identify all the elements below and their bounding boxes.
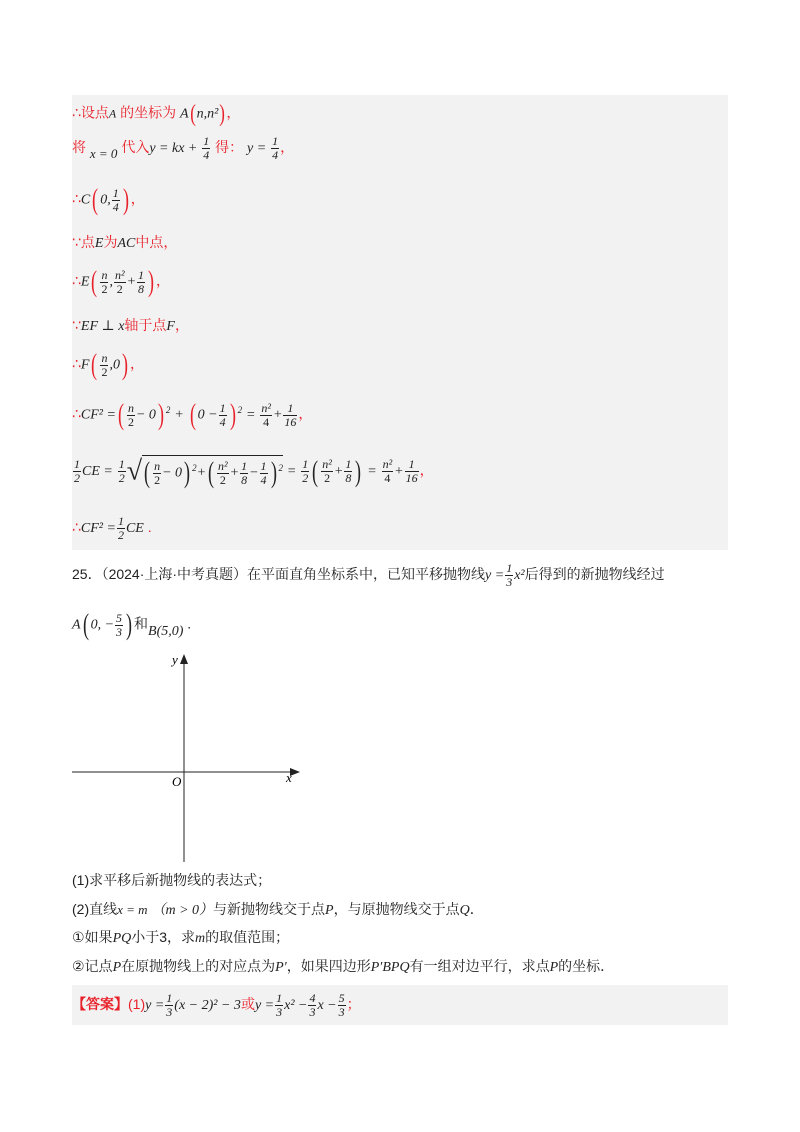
paren: ( [91, 265, 98, 298]
text: (2)直线 [72, 901, 118, 917]
solution-line-8: ∴CF² =( $\frac{n}{2}$ − 0) $^2$ + ( 0 − $\frac{1}{4}$ ) $^2$ = $\frac{\text{n²}}{4}$ + $\frac{1}{16}$ ， [72, 398, 313, 431]
fraction: $\frac{1}{8}$ [138, 267, 145, 296]
point-label: A [180, 106, 189, 122]
text: ， [226, 104, 241, 121]
text: ②记点 [72, 958, 113, 974]
point-label: P [325, 903, 334, 918]
text: 有一组对边平行，求点 [409, 958, 550, 974]
question-25-stem [72, 562, 665, 588]
text: ∴ [72, 272, 81, 289]
solution-line-2: 将 x = 0 代入y = kx + $\frac{1}{4}$ 得： y = $\frac{1}{4}$ ， [72, 134, 295, 162]
text: . [147, 518, 152, 535]
text: 轴于点 [124, 317, 167, 333]
fraction: $\frac{1}{3}$ [166, 991, 173, 1019]
text: ． [469, 901, 484, 917]
text: ， [174, 317, 189, 333]
fraction: $\frac{1}{16}$ [284, 400, 297, 429]
solution-line-6 [72, 318, 189, 334]
math: 0, − [90, 617, 115, 633]
fraction: $\frac{1}{4}$ [112, 185, 119, 214]
fraction: $\frac{5}{3}$ [338, 991, 345, 1019]
text: ； [346, 995, 361, 1012]
coordinate-axes [70, 650, 310, 865]
paren: ( [117, 398, 124, 431]
text: ∴ [72, 190, 81, 207]
segment-label: PQ [112, 931, 132, 946]
text: . [187, 615, 192, 632]
math: − 0 [135, 407, 156, 423]
math: B(5,0) [148, 623, 184, 639]
math: ,0 [109, 357, 120, 373]
text: 将 [72, 138, 86, 155]
paren: ( [91, 348, 98, 381]
solution-line-10 [72, 515, 152, 541]
text: 的取值范围； [205, 929, 290, 945]
point-label: P [112, 960, 122, 975]
point-label: A [72, 617, 81, 633]
math: x − [317, 997, 337, 1013]
text: (1) [128, 995, 146, 1012]
paren: ( [189, 101, 196, 127]
text: 和 [134, 615, 149, 632]
text: 的坐标． [558, 958, 615, 974]
math: y = kx + [149, 140, 198, 156]
text: ∵ [72, 317, 81, 333]
math: 0 − [197, 407, 218, 423]
math: x² − [284, 997, 308, 1013]
solution-line-7: ∴F( $\frac{n}{2}$ ,0) ， [72, 348, 144, 381]
text: 小于3，求 [131, 929, 196, 945]
subpart-1 [72, 930, 289, 946]
text: ，如果四边形 [286, 958, 371, 974]
point-label: Q [459, 903, 470, 918]
text: 或 [240, 995, 255, 1012]
fraction: $\frac{4}{3}$ [309, 991, 316, 1019]
fraction: $\frac{\text{n²}}{2}$ [114, 267, 125, 296]
paren: ( [92, 183, 99, 216]
math: CE [125, 520, 144, 536]
math: m [195, 931, 206, 946]
text: (1)求平移后新抛物线的表达式； [72, 872, 272, 888]
fraction: $\frac{n}{2}$ [127, 400, 134, 429]
math: y = [247, 140, 267, 156]
paren: ) [157, 398, 164, 431]
fraction: $\frac{1}{4}$ [219, 400, 226, 429]
text: 的坐标为 [120, 104, 177, 121]
question-25-points: A( 0, − $\frac{5}{3}$ ) 和B(5,0) . [72, 608, 192, 641]
x-axis-label: x [286, 770, 292, 785]
y-axis-label: y [172, 652, 178, 667]
fraction: $\frac{n}{2}$ [101, 267, 108, 296]
fraction: $\frac{\text{n²}}{4}$ [261, 400, 271, 429]
point-label: C [80, 192, 91, 208]
paren: ) [122, 183, 129, 216]
math: x² [514, 567, 525, 583]
math: y = [485, 567, 505, 583]
text: ∴ [72, 355, 81, 372]
paren: ) [121, 348, 128, 381]
math: （m > 0） [151, 903, 214, 918]
paren: ) [229, 398, 236, 431]
text: ①如果 [72, 929, 113, 945]
math: CF² = [80, 520, 116, 536]
answer-line [72, 992, 361, 1018]
point-label: E [94, 236, 104, 251]
text: 25．（2024·上海·中考真题）在平面直角坐标系中，已知平移抛物线 [72, 565, 486, 582]
point-label: A [108, 106, 117, 121]
math: CF² = [80, 407, 116, 423]
solution-line-3: ∴C( 0, $\frac{1}{4}$ ) ， [72, 183, 145, 216]
math: y = [145, 997, 165, 1013]
math: CE = [82, 464, 113, 480]
solution-line-1 [72, 102, 240, 126]
text: 得： [215, 138, 244, 155]
fraction: $\frac{1}{4}$ [203, 134, 210, 162]
solution-line-9: $\frac{1}{2}$ CE = $\frac{1}{2}$ √( $\frac{n}{2}$ − 0) $^2$+( $\frac{\text{n²}}{2}$ + $\frac{1}{8}$ − $\frac{1}{4}$ ) $^2$ = $\frac{1}{2}$ ( $\frac{\text{n²}}{2}$ + $\frac{1}{8}$ ) = $\frac{\text{n²}}{4}$ + $\frac{1}{16}$ ， [74, 454, 434, 489]
solution-line-5: ∴E( $\frac{n}{2}$ , $\frac{\text{n²}}{2}$ + $\frac{1}{8}$ ) ， [72, 265, 171, 298]
origin-label: O [172, 774, 182, 789]
text: ，与原抛物线交于点 [333, 901, 460, 917]
text: 与新抛物线交于点 [213, 901, 326, 917]
point-label: F [80, 357, 90, 373]
solution-line-4 [72, 235, 177, 251]
math: x = 0 [89, 145, 118, 161]
math: y = [254, 997, 275, 1013]
coord: n,n² [196, 106, 219, 122]
point-label: F [166, 319, 175, 334]
fraction: $\frac{1}{3}$ [506, 561, 513, 589]
math: x = m [117, 902, 148, 917]
paren: ( [189, 398, 196, 431]
fraction: $\frac{1}{2}$ [118, 457, 125, 485]
fraction: $\frac{5}{3}$ [116, 610, 123, 639]
math: + [174, 407, 184, 423]
point-label: E [80, 274, 90, 290]
fraction: $\frac{1}{4}$ [272, 134, 279, 162]
fraction: $\frac{n}{2}$ [101, 350, 108, 379]
math: 0, [100, 192, 111, 208]
answer-label: 【答案】 [72, 995, 128, 1012]
paren: ) [148, 265, 155, 298]
math: (x − 2)² − 3 [174, 997, 241, 1013]
text: ∴设点 [72, 104, 109, 121]
text: ∴ [72, 405, 81, 422]
subpart-2 [72, 959, 614, 975]
math: P′BPQ [370, 960, 410, 975]
point-label: P [549, 960, 559, 975]
point-label: P′ [275, 960, 287, 975]
paren: ) [219, 101, 226, 127]
fraction: $\frac{1}{2}$ [117, 514, 124, 542]
part-1 [72, 873, 271, 887]
text: ∵点 [72, 234, 95, 250]
text: ∴ [72, 518, 81, 535]
text: 中点， [135, 234, 178, 250]
math: = [246, 407, 256, 423]
fraction: $\frac{1}{2}$ [74, 457, 80, 485]
text: 后得到的新抛物线经过 [524, 565, 665, 582]
text: 在原抛物线上的对应点为 [121, 958, 276, 974]
segment-label: AC [117, 236, 136, 251]
text: 代入 [121, 138, 150, 155]
part-2 [72, 902, 484, 918]
fraction: $\frac{1}{3}$ [276, 991, 283, 1019]
math: EF ⊥ x [80, 319, 125, 334]
text: 为 [103, 234, 118, 250]
